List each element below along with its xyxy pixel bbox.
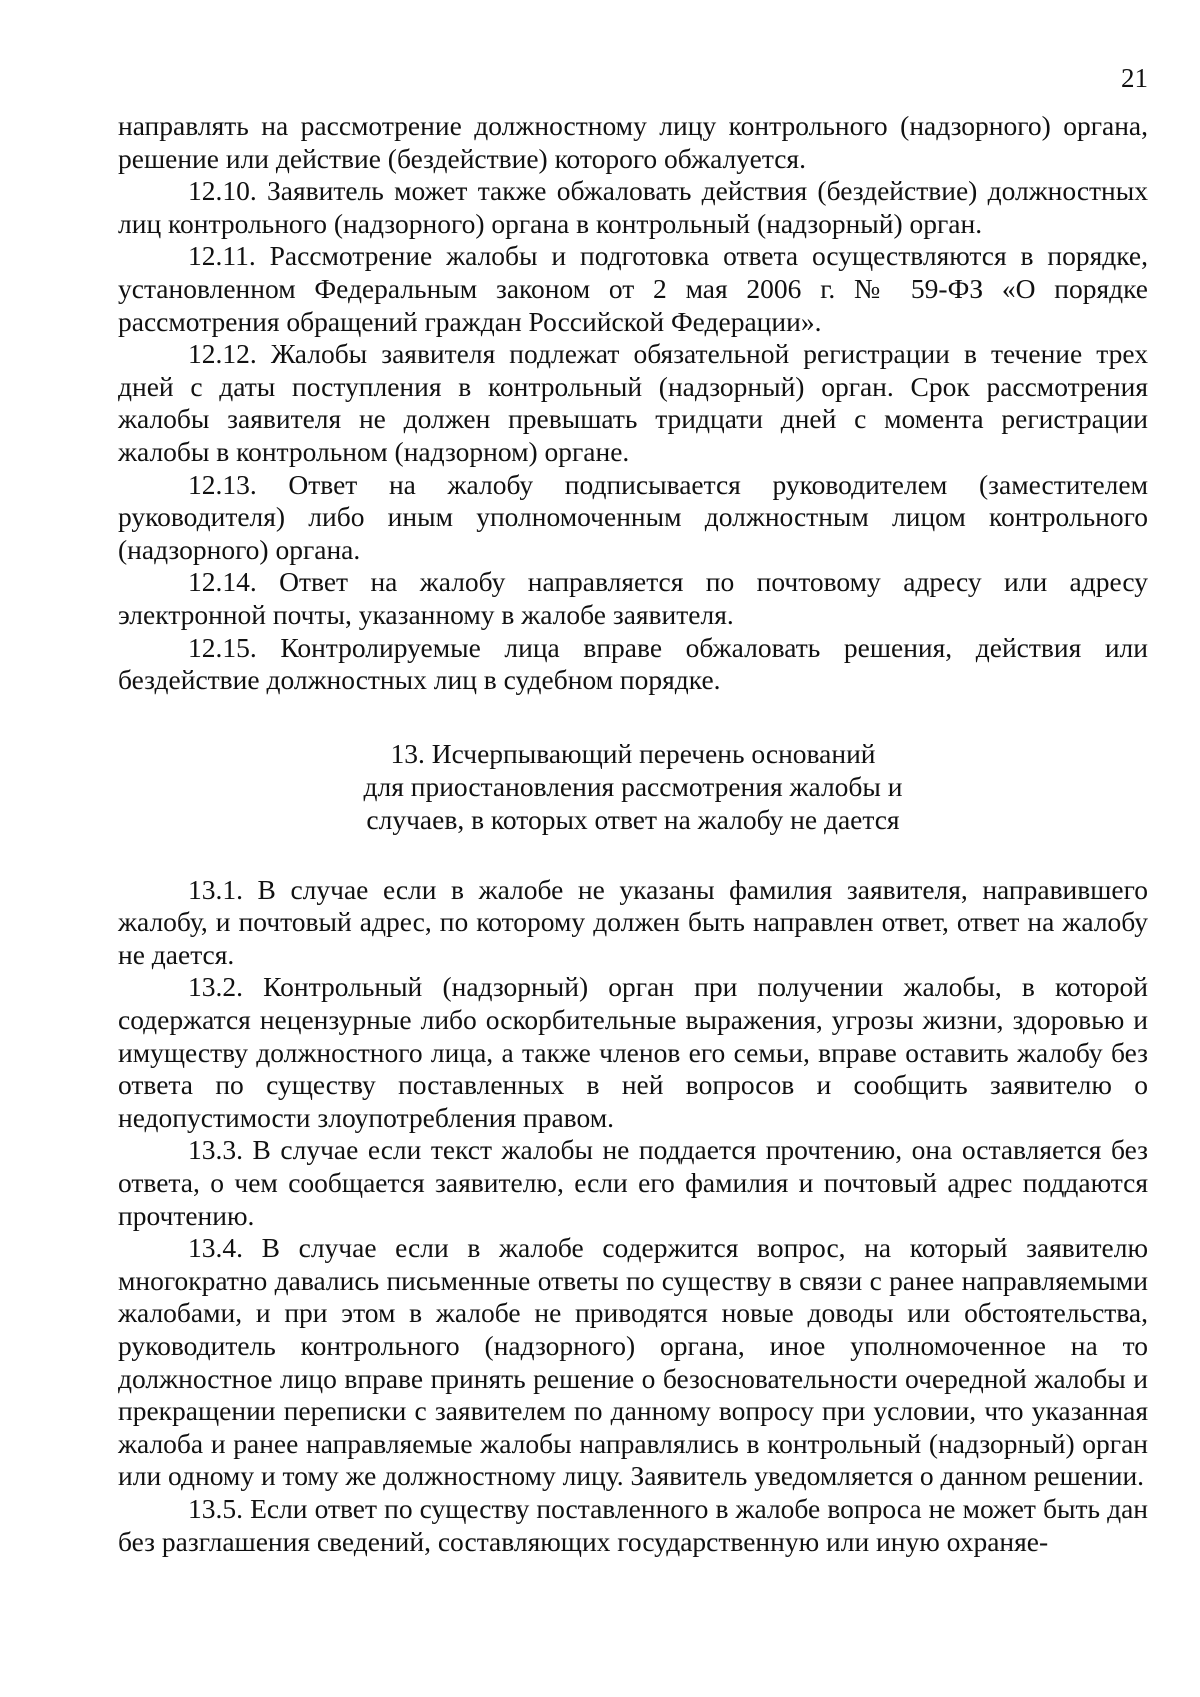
paragraph-13-1: 13.1. В случае если в жалобе не указаны фамилия заявителя, направившего жалобу, и почтовый адрес, по которому должен быть направлен ответ, ответ на жалобу не дается. xyxy=(118,873,1148,970)
paragraph-continuation: направлять на рассмотрение должностному лицу контрольного (надзорного) органа, решение или действие (бездействие) которого обжалуется. xyxy=(118,110,1148,174)
paragraph-12-15: 12.15. Контролируемые лица вправе обжаловать решения, действия или бездействие должностных лиц в судебном порядке. xyxy=(118,631,1148,696)
paragraph-12-13: 12.13. Ответ на жалобу подписывается руководителем (заместителем руководителя) либо иным уполномоченным должностным лицом контрольного (надзорного) органа. xyxy=(118,468,1148,565)
paragraph-13-5: 13.5. Если ответ по существу поставленного в жалобе вопроса не может быть дан без разглашения сведений, составляющих государственную или иную охраняе- xyxy=(118,1492,1148,1557)
page-number: 21 xyxy=(1121,63,1148,93)
section-heading-line-3: случаев, в которых ответ на жалобу не дается xyxy=(366,803,900,835)
paragraph-13-3: 13.3. В случае если текст жалобы не поддается прочтению, она оставляется без ответа, о чем сообщается заявителю, если его фамилия и почтовый адрес поддаются прочтению. xyxy=(118,1134,1148,1231)
document-body xyxy=(118,110,1148,1558)
paragraph-13-4: 13.4. В случае если в жалобе содержится вопрос, на который заявителю многократно давались письменные ответы по существу в связи с ранее направляемыми жалобами, и при этом в жалобе не приводятся новые доводы или обстоятельства, руководитель контрольного (надзорного) органа, иное уполномоченное на то должностное лицо вправе принять решение о безосновательности очередной жалобы и прекращении переписки с заявителем по данному вопросу при условии, что указанная жалоба и ранее направляемые жалобы направлялись в контрольный (надзорный) орган или одному и тому же должностному лицу. Заявитель уведомляется о данном решении. xyxy=(118,1232,1148,1492)
paragraph-12-12: 12.12. Жалобы заявителя подлежат обязательной регистрации в течение трех дней с даты поступления в контрольный (надзорный) орган. Срок рассмотрения жалобы заявителя не должен превышать тридцати дней с момента регистрации жалобы в контрольном (надзорном) органе. xyxy=(118,338,1148,467)
section-13-heading xyxy=(118,737,1148,836)
paragraph-12-14: 12.14. Ответ на жалобу направляется по почтовому адресу или адресу электронной почты, указанному в жалобе заявителя. xyxy=(118,566,1148,630)
paragraph-13-2: 13.2. Контрольный (надзорный) орган при получении жалобы, в которой содержатся нецензурные либо оскорбительные выражения, угрозы жизни, здоровью и имуществу должностного лица, а также членов его семьи, вправе оставить жалобу без ответа по существу поставленных в ней вопросов и сообщить заявителю о недопустимости злоупотребления правом. xyxy=(118,971,1148,1133)
section-heading-line-1: 13. Исчерпывающий перечень оснований xyxy=(390,737,876,769)
paragraph-12-10: 12.10. Заявитель может также обжаловать действия (бездействие) должностных лиц контрольного (надзорного) органа в контрольный (надзорный) орган. xyxy=(118,175,1148,239)
paragraph-12-11: 12.11. Рассмотрение жалобы и подготовка ответа осуществляются в порядке, установленном Федеральным законом от 2 мая 2006 г. № 59-ФЗ «О порядке рассмотрения обращений граждан Российской Федерации». xyxy=(118,240,1148,337)
section-heading-line-2: для приостановления рассмотрения жалобы и xyxy=(363,770,903,802)
